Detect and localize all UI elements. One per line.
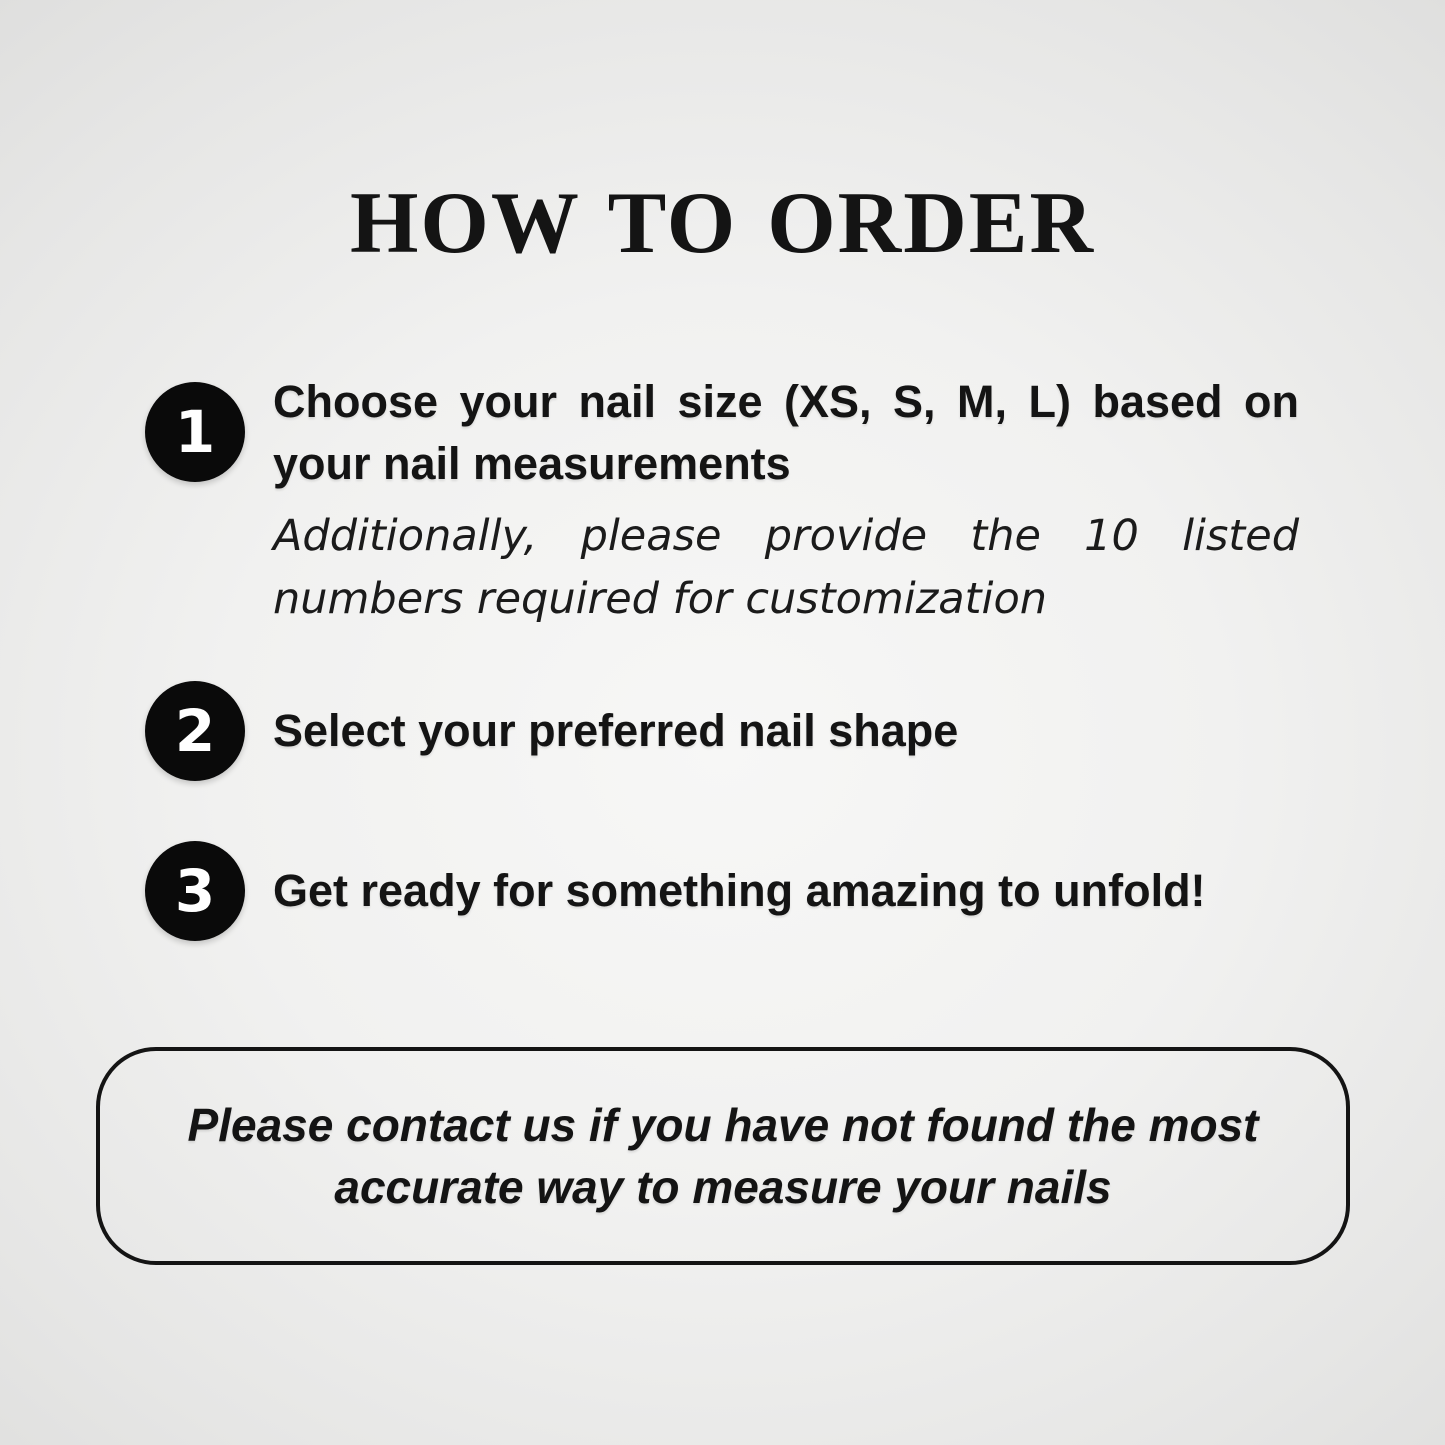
step-1-text	[273, 371, 1299, 495]
step-2-text	[273, 700, 1299, 762]
step-3-text	[273, 860, 1299, 922]
step-1-note-line-2: numbers required for customization	[273, 574, 1047, 624]
contact-note-line-1: Please contact us if you have not found the most	[187, 1099, 1259, 1151]
step-2-line-1: Select your preferred nail shape	[273, 705, 959, 756]
step-1-line-1: Choose your nail size (XS, S, M, L) based on	[273, 376, 1299, 427]
step-1-note-line-1: Additionally, please provide the 10 listed	[273, 511, 1299, 561]
contact-note-box	[96, 1047, 1350, 1265]
step-2-number: 2	[174, 697, 216, 765]
step-2-badge	[145, 681, 245, 781]
step-3-line-1: Get ready for something amazing to unfold!	[273, 865, 1206, 916]
step-1-note	[273, 505, 1299, 631]
step-1-line-2: your nail measurements	[273, 438, 791, 489]
step-1-badge	[145, 382, 245, 482]
contact-note-line-2: accurate way to measure your nails	[334, 1161, 1112, 1213]
page-title: HOW TO ORDER	[349, 175, 1096, 272]
step-3-number: 3	[174, 857, 216, 925]
step-3-badge	[145, 841, 245, 941]
step-1-number: 1	[174, 398, 216, 466]
